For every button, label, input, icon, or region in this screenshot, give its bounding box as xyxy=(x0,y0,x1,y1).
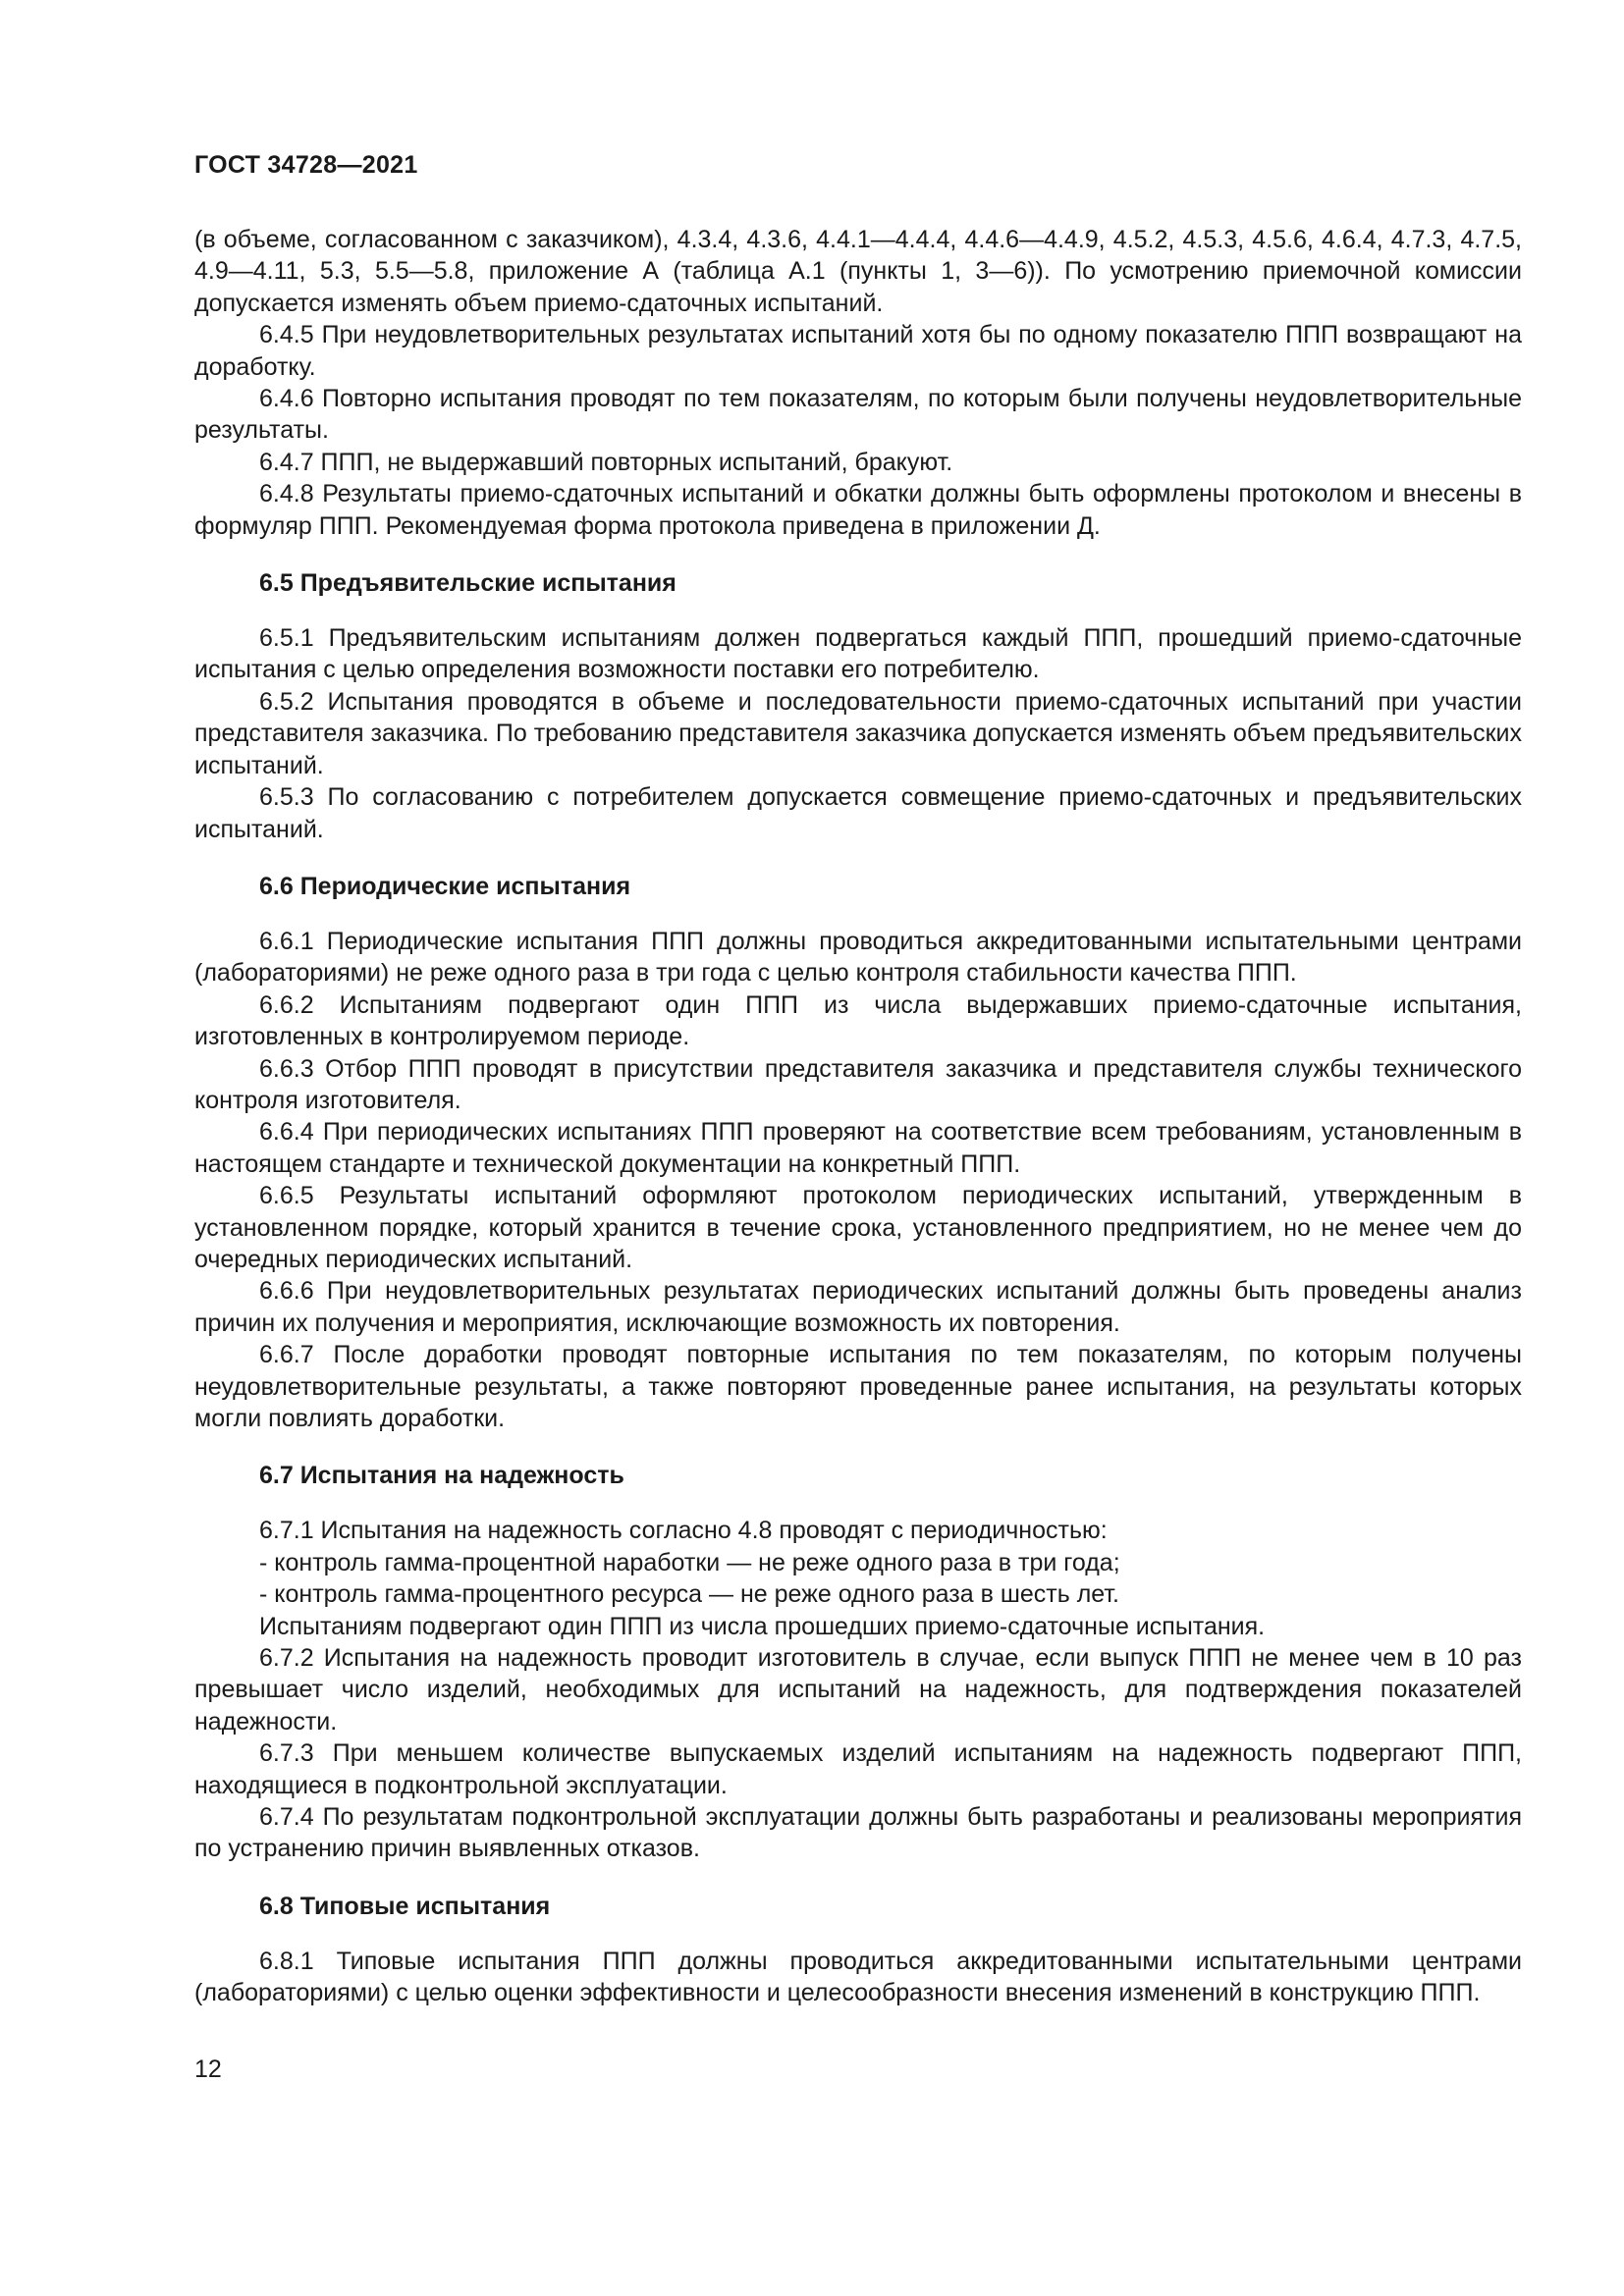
paragraph-6-5-3: 6.5.3 По согласованию с потребителем допускается совмещение приемо-сдаточных и предъявительских испытаний. xyxy=(194,783,1522,843)
page-number: 12 xyxy=(194,2056,222,2083)
paragraph-6-6-5: 6.6.5 Результаты испытаний оформляют протоколом периодических испытаний, утвержденным в установленном порядке, который хранится в течение срока, установленного предприятием, но не менее чем до очередных периодических испытаний. xyxy=(194,1182,1522,1273)
paragraph-6-5-2: 6.5.2 Испытания проводятся в объеме и последовательности приемо-сдаточных испытаний при участии представителя заказчика. По требованию представителя заказчика допускается изменять объем предъявительских испытаний. xyxy=(194,687,1522,779)
paragraph-6-6-6: 6.6.6 При неудовлетворительных результатах периодических испытаний должны быть проведены анализ причин их получения и мероприятия, исключающие возможность их повторения. xyxy=(194,1277,1522,1337)
paragraph-6-5-1: 6.5.1 Предъявительским испытаниям должен подвергаться каждый ППП, прошедший приемо-сдаточные испытания с целью определения возможности поставки его потребителю. xyxy=(194,624,1522,684)
paragraph-6-4-7: 6.4.7 ППП, не выдержавший повторных испытаний, бракуют. xyxy=(259,448,953,476)
paragraph-6-7-1: 6.7.1 Испытания на надежность согласно 4.8 проводят с периодичностью: xyxy=(259,1517,1108,1545)
section-heading-6-8: 6.8 Типовые испытания xyxy=(259,1892,551,1920)
paragraph-6-7-3: 6.7.3 При меньшем количестве выпускаемых изделий испытаниям на надежность подвергают ППП, находящиеся в подконтрольной эксплуатации. xyxy=(194,1739,1522,1799)
paragraph-6-4-5: 6.4.5 При неудовлетворительных результатах испытаний хотя бы по одному показателю ППП возвращают на доработку. xyxy=(194,321,1522,381)
paragraph-6-8-1: 6.8.1 Типовые испытания ППП должны проводиться аккредитованными испытательными центрами (лабораториями) с целью оценки эффективности и целесообразности внесения изменений в конструкцию ППП. xyxy=(194,1947,1522,2007)
section-heading-6-7: 6.7 Испытания на надежность xyxy=(259,1462,624,1490)
paragraph-6-6-3: 6.6.3 Отбор ППП проводят в присутствии представителя заказчика и представителя службы технического контроля изготовителя. xyxy=(194,1054,1522,1114)
list-item: - контроль гамма-процентной наработки — не реже одного раза в три года; xyxy=(259,1548,1120,1576)
paragraph-6-7-2: 6.7.2 Испытания на надежность проводит изготовитель в случае, если выпуск ППП не менее чем в 10 раз превышает число изделий, необходимых для испытаний на надежность, для подтверждения показателей надежности. xyxy=(194,1644,1522,1735)
paragraph-6-6-7: 6.6.7 После доработки проводят повторные испытания по тем показателям, по которым получены неудовлетворительные результаты, а также повторяют проведенные ранее испытания, на результаты которых могли повлиять доработки. xyxy=(194,1341,1522,1432)
document-header-title: ГОСТ 34728—2021 xyxy=(194,151,418,179)
paragraph-continuation: (в объеме, согласованном с заказчиком), 4.3.4, 4.3.6, 4.4.1—4.4.4, 4.4.6—4.4.9, 4.5.2, 4.5.3, 4.5.6, 4.6.4, 4.7.3, 4.7.5, 4.9—4.11, 5.3, 5.5—5.8, приложение А (таблица А.1 (пункты 1, 3—6)). По усмотрению приемочной комиссии допускается изменять объем приемо-сдаточных испытаний. xyxy=(194,226,1522,317)
paragraph-6-4-6: 6.4.6 Повторно испытания проводят по тем показателям, по которым были получены неудовлетворительные результаты. xyxy=(194,385,1522,445)
document-body xyxy=(194,224,1522,2009)
paragraph-6-7-1-note: Испытаниям подвергают один ППП из числа прошедших приемо-сдаточные испытания. xyxy=(259,1612,1266,1640)
section-heading-6-6: 6.6 Периодические испытания xyxy=(259,872,631,900)
paragraph-6-7-4: 6.7.4 По результатам подконтрольной эксплуатации должны быть разработаны и реализованы мероприятия по устранению причин выявленных отказов. xyxy=(194,1803,1522,1863)
paragraph-6-4-8: 6.4.8 Результаты приемо-сдаточных испытаний и обкатки должны быть оформлены протоколом и внесены в формуляр ППП. Рекомендуемая форма протокола приведена в приложении Д. xyxy=(194,480,1522,540)
paragraph-6-6-2: 6.6.2 Испытаниям подвергают один ППП из числа выдержавших приемо-сдаточные испытания, изготовленных в контролируемом периоде. xyxy=(194,990,1522,1051)
paragraph-6-6-1: 6.6.1 Периодические испытания ППП должны проводиться аккредитованными испытательными центрами (лабораториями) не реже одного раза в три года с целью контроля стабильности качества ППП. xyxy=(194,927,1522,988)
list-item: - контроль гамма-процентного ресурса — не реже одного раза в шесть лет. xyxy=(259,1580,1120,1609)
section-heading-6-5: 6.5 Предъявительские испытания xyxy=(259,569,677,598)
paragraph-6-6-4: 6.6.4 При периодических испытаниях ППП проверяют на соответствие всем требованиям, установленным в настоящем стандарте и технической документации на конкретный ППП. xyxy=(194,1118,1522,1178)
